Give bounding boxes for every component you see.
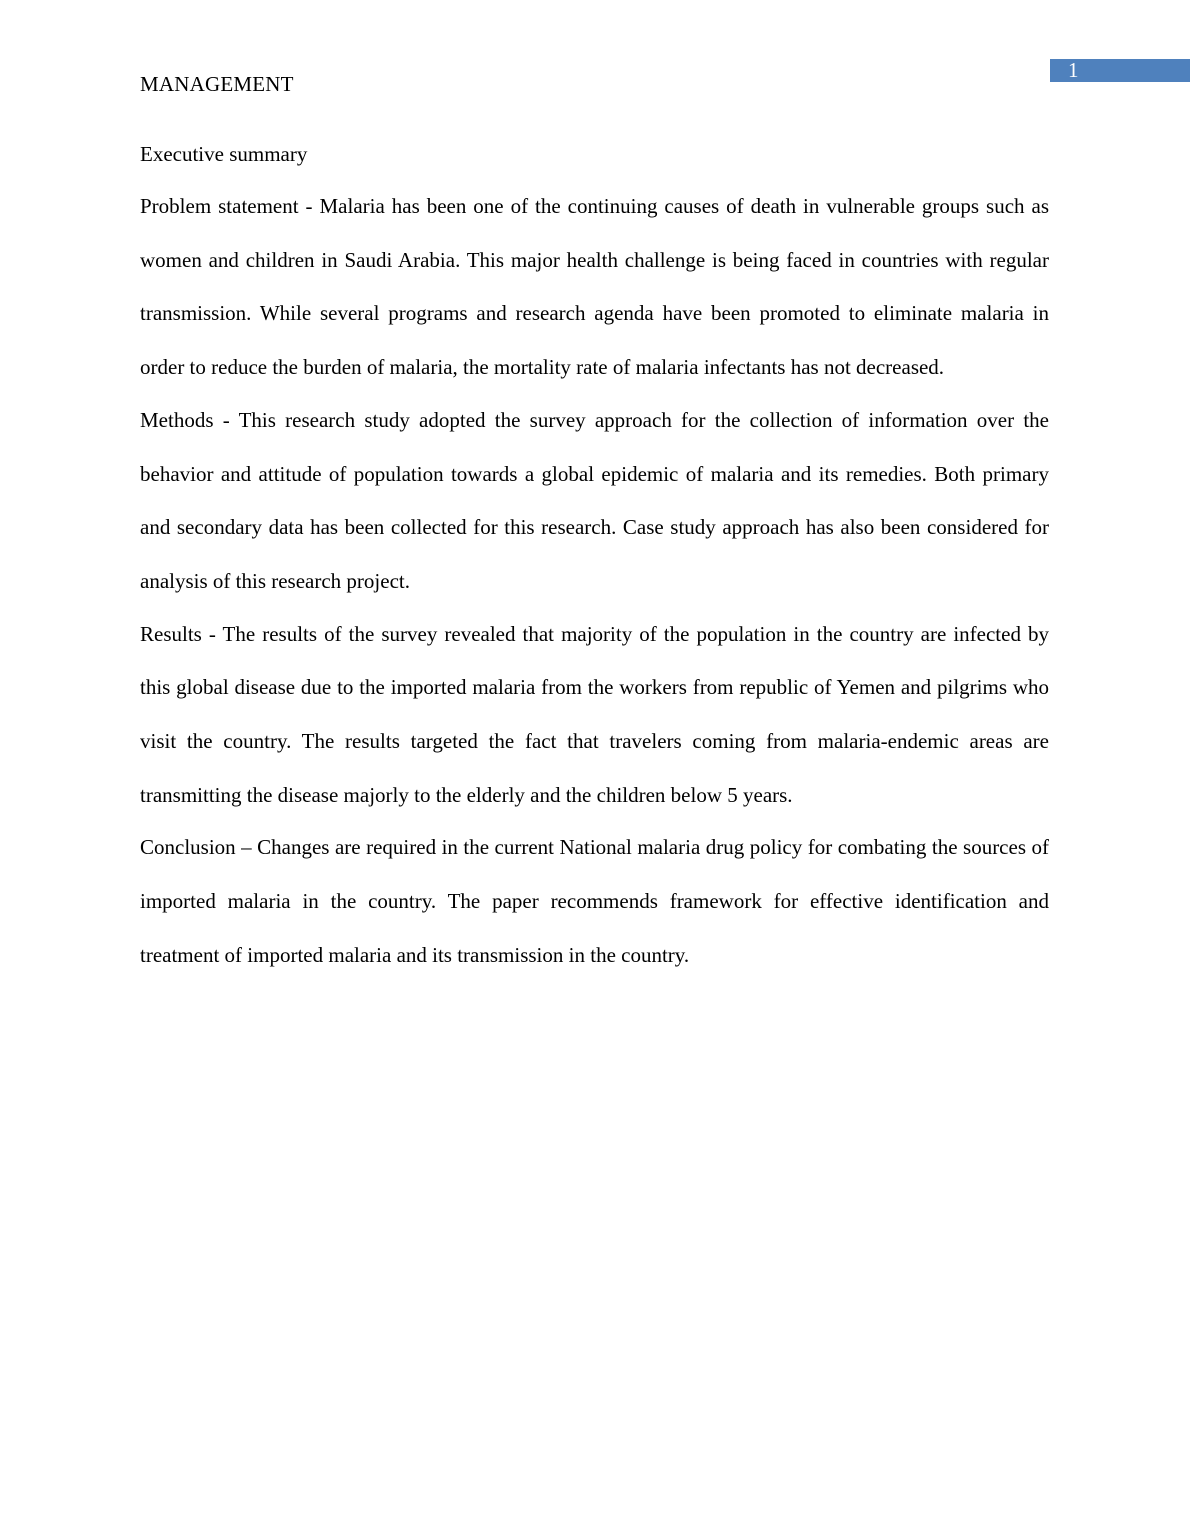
section-title: Executive summary — [140, 142, 308, 166]
paragraph-results: Results - The results of the survey revealed that majority of the population in the country are infected by this global disease due to the imported malaria from the workers from republic of Yemen and pilgrims who visit the country. The results targeted the fact that travelers coming from malaria-endemic areas are transmitting the disease majorly to the elderly and the children below 5 years. — [140, 621, 1049, 807]
document-body — [140, 140, 1049, 983]
page-number-tab — [1050, 59, 1190, 82]
paragraph-conclusion: Conclusion – Changes are required in the current National malaria drug policy for combating the sources of imported malaria in the country. The paper recommends framework for effective identification and treatment of imported malaria and its transmission in the country. — [140, 835, 1049, 967]
paragraph-problem-statement: Problem statement - Malaria has been one of the continuing causes of death in vulnerable groups such as women and children in Saudi Arabia. This major health challenge is being faced in countries with regular transmission. While several programs and research agenda have been promoted to eliminate malaria in order to reduce the burden of malaria, the mortality rate of malaria infectants has not decreased. — [140, 194, 1049, 380]
running-head: MANAGEMENT — [140, 72, 294, 96]
paragraph-methods: Methods - This research study adopted the survey approach for the collection of information over the behavior and attitude of population towards a global epidemic of malaria and its remedies. Both primary and secondary data has been collected for this research. Case study approach has also been considered for analysis of this research project. — [140, 407, 1049, 593]
page-number: 1 — [1068, 58, 1079, 82]
